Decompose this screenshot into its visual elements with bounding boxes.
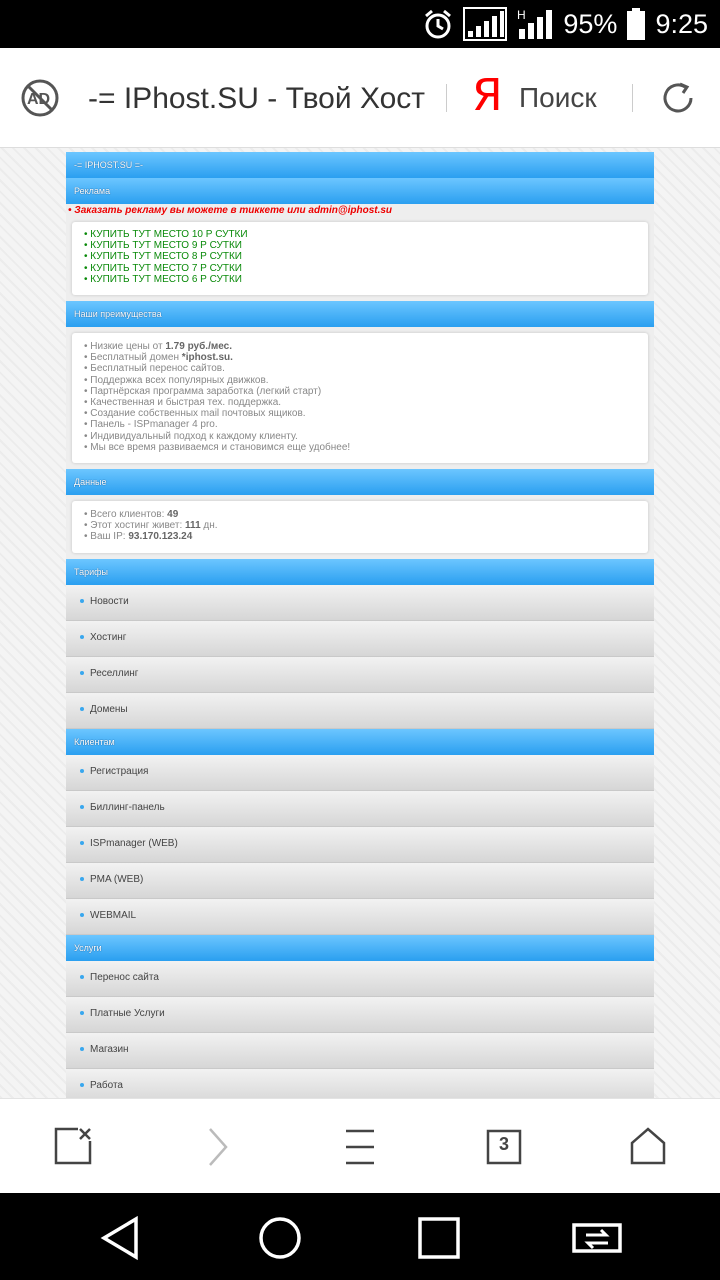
advantage-domain xyxy=(84,352,636,363)
advantages-card xyxy=(72,333,648,463)
site-header: -= IPHOST.SU =- xyxy=(66,152,654,178)
bullet-icon xyxy=(80,769,84,773)
ad-link[interactable]: • КУПИТЬ ТУТ МЕСТО 10 Р СУТКИ xyxy=(84,229,248,240)
clients-count-label: • Всего клиентов: xyxy=(84,509,168,521)
hosting-age-suffix: дн. xyxy=(200,520,218,532)
clients-count xyxy=(84,509,636,520)
menu-item-domains[interactable] xyxy=(66,693,654,729)
menu-item-billing[interactable] xyxy=(66,791,654,827)
menu-icon[interactable] xyxy=(338,1125,382,1169)
ad-link[interactable]: • КУПИТЬ ТУТ МЕСТО 6 Р СУТКИ xyxy=(84,273,242,285)
bullet-icon xyxy=(80,913,84,917)
yandex-logo[interactable]: Я xyxy=(472,70,503,121)
menu-item-hosting[interactable] xyxy=(66,621,654,657)
section-header-ads: Реклама xyxy=(66,178,654,204)
browser-top-bar xyxy=(0,48,720,148)
user-ip xyxy=(84,531,636,542)
bullet-icon xyxy=(80,877,84,881)
ad-note: • Заказать рекламу вы можете в тиккете или admin@iphost.su xyxy=(66,204,654,220)
close-tab-icon[interactable] xyxy=(52,1125,96,1169)
section-header-services: Услуги xyxy=(66,935,654,961)
bullet-icon xyxy=(80,1047,84,1051)
menu-item-webmail[interactable] xyxy=(66,899,654,935)
bullet-icon xyxy=(80,805,84,809)
menu-item-label: Платные Услуги xyxy=(90,1007,165,1019)
home-icon[interactable] xyxy=(626,1125,670,1169)
web-content[interactable] xyxy=(0,148,720,1098)
user-ip-value: 93.170.123.24 xyxy=(128,531,193,543)
reload-icon[interactable] xyxy=(658,78,698,118)
advantage-item: • Бесплатный перенос сайтов. xyxy=(84,363,225,375)
menu-item-site-transfer[interactable] xyxy=(66,961,654,997)
ad-link[interactable]: • КУПИТЬ ТУТ МЕСТО 8 Р СУТКИ xyxy=(84,251,242,263)
bullet-icon xyxy=(80,1083,84,1087)
menu-item-label: ISPmanager (WEB) xyxy=(90,837,178,849)
menu-item-label: Биллинг-панель xyxy=(90,801,165,813)
menu-item-label: Новости xyxy=(90,595,129,607)
advantage-item: • Партнёрская программа заработка (легкий старт) xyxy=(84,385,322,397)
menu-item-label: Реселлинг xyxy=(90,667,139,679)
bullet-icon xyxy=(80,707,84,711)
ad-link[interactable]: • КУПИТЬ ТУТ МЕСТО 7 Р СУТКИ xyxy=(84,262,242,274)
menu-item-label: Домены xyxy=(90,703,128,715)
ads-card xyxy=(72,222,648,295)
advantage-item: • Индивидуальный подход к каждому клиенту. xyxy=(84,430,298,442)
section-header-data: Данные xyxy=(66,469,654,495)
ad-link[interactable]: • КУПИТЬ ТУТ МЕСТО 9 Р СУТКИ xyxy=(84,240,242,252)
data-card xyxy=(72,501,648,553)
ads-panel xyxy=(66,220,654,301)
switch-app-icon[interactable] xyxy=(572,1213,622,1263)
advantage-item: • Поддержка всех популярных движков. xyxy=(84,374,269,386)
section-header-tariffs: Тарифы xyxy=(66,559,654,585)
menu-item-ispmanager[interactable] xyxy=(66,827,654,863)
menu-item-label: Работа xyxy=(90,1079,123,1091)
signal-sim2-icon xyxy=(517,7,553,41)
status-bar xyxy=(0,0,720,48)
menu-item-news[interactable] xyxy=(66,585,654,621)
section-header-advantages: Наши преимущества xyxy=(66,301,654,327)
advantage-item: • Мы все время развиваемся и становимся еще удобнее! xyxy=(84,441,351,453)
menu-item-registration[interactable] xyxy=(66,755,654,791)
bullet-icon xyxy=(80,671,84,675)
user-ip-label: • Ваш IP: xyxy=(84,531,129,543)
section-header-clients: Клиентам xyxy=(66,729,654,755)
menu-item-paid-services[interactable] xyxy=(66,997,654,1033)
bullet-icon xyxy=(80,635,84,639)
menu-item-shop[interactable] xyxy=(66,1033,654,1069)
advantage-item: • Качественная и быстрая тех. поддержка. xyxy=(84,397,282,409)
menu-item-pma[interactable] xyxy=(66,863,654,899)
signal-sim1-icon xyxy=(463,7,507,41)
advantages-panel xyxy=(66,327,654,469)
bullet-icon xyxy=(80,841,84,845)
data-panel xyxy=(66,495,654,559)
advantage-domain-value: *iphost.su. xyxy=(181,352,233,364)
browser-bottom-bar xyxy=(0,1098,720,1193)
menu-item-reselling[interactable] xyxy=(66,657,654,693)
advantage-domain-label: • Бесплатный домен xyxy=(84,352,182,364)
bullet-icon xyxy=(80,975,84,979)
hosting-age-label: • Этот хостинг живет: xyxy=(84,520,186,532)
back-icon[interactable] xyxy=(96,1213,146,1263)
tabs-count: 3 xyxy=(498,1134,509,1154)
advantage-item: • Панель - ISPmanager 4 pro. xyxy=(84,419,218,431)
hosting-age xyxy=(84,520,636,531)
clock: 9:25 xyxy=(655,8,708,39)
page-title[interactable]: -= IPhost.SU - Твой Хост xyxy=(88,82,426,115)
advantage-price xyxy=(84,341,636,352)
tabs-button[interactable] xyxy=(482,1125,526,1169)
bullet-icon xyxy=(80,1011,84,1015)
battery-percent: 95% xyxy=(563,8,618,39)
svg-text:AD: AD xyxy=(27,91,51,108)
svg-text:H: H xyxy=(517,8,527,22)
alarm-icon xyxy=(423,8,453,40)
hosting-age-value: 111 xyxy=(185,520,201,532)
advantage-item: • Создание собственных mail почтовых ящиков. xyxy=(84,408,306,420)
ad-block-icon[interactable] xyxy=(20,78,60,118)
bullet-icon xyxy=(80,599,84,603)
menu-item-work[interactable] xyxy=(66,1069,654,1098)
site-container xyxy=(66,152,654,1098)
recents-icon[interactable] xyxy=(414,1213,464,1263)
menu-item-label: PMA (WEB) xyxy=(90,873,144,885)
battery-icon xyxy=(627,8,645,40)
menu-item-label: Хостинг xyxy=(90,631,127,643)
advantage-price-value: 1.79 руб./мес. xyxy=(165,341,233,353)
advantage-price-label: • Низкие цены от xyxy=(84,341,166,353)
search-button[interactable]: Поиск xyxy=(519,82,597,113)
divider xyxy=(632,84,633,112)
home-nav-icon[interactable] xyxy=(255,1213,305,1263)
menu-item-label: Регистрация xyxy=(90,765,149,777)
android-nav-bar xyxy=(0,1193,720,1280)
menu-item-label: Перенос сайта xyxy=(90,971,159,983)
clients-count-value: 49 xyxy=(167,509,179,521)
menu-item-label: WEBMAIL xyxy=(90,909,137,921)
menu-item-label: Магазин xyxy=(90,1043,129,1055)
forward-icon[interactable] xyxy=(196,1125,240,1169)
divider xyxy=(446,84,447,112)
